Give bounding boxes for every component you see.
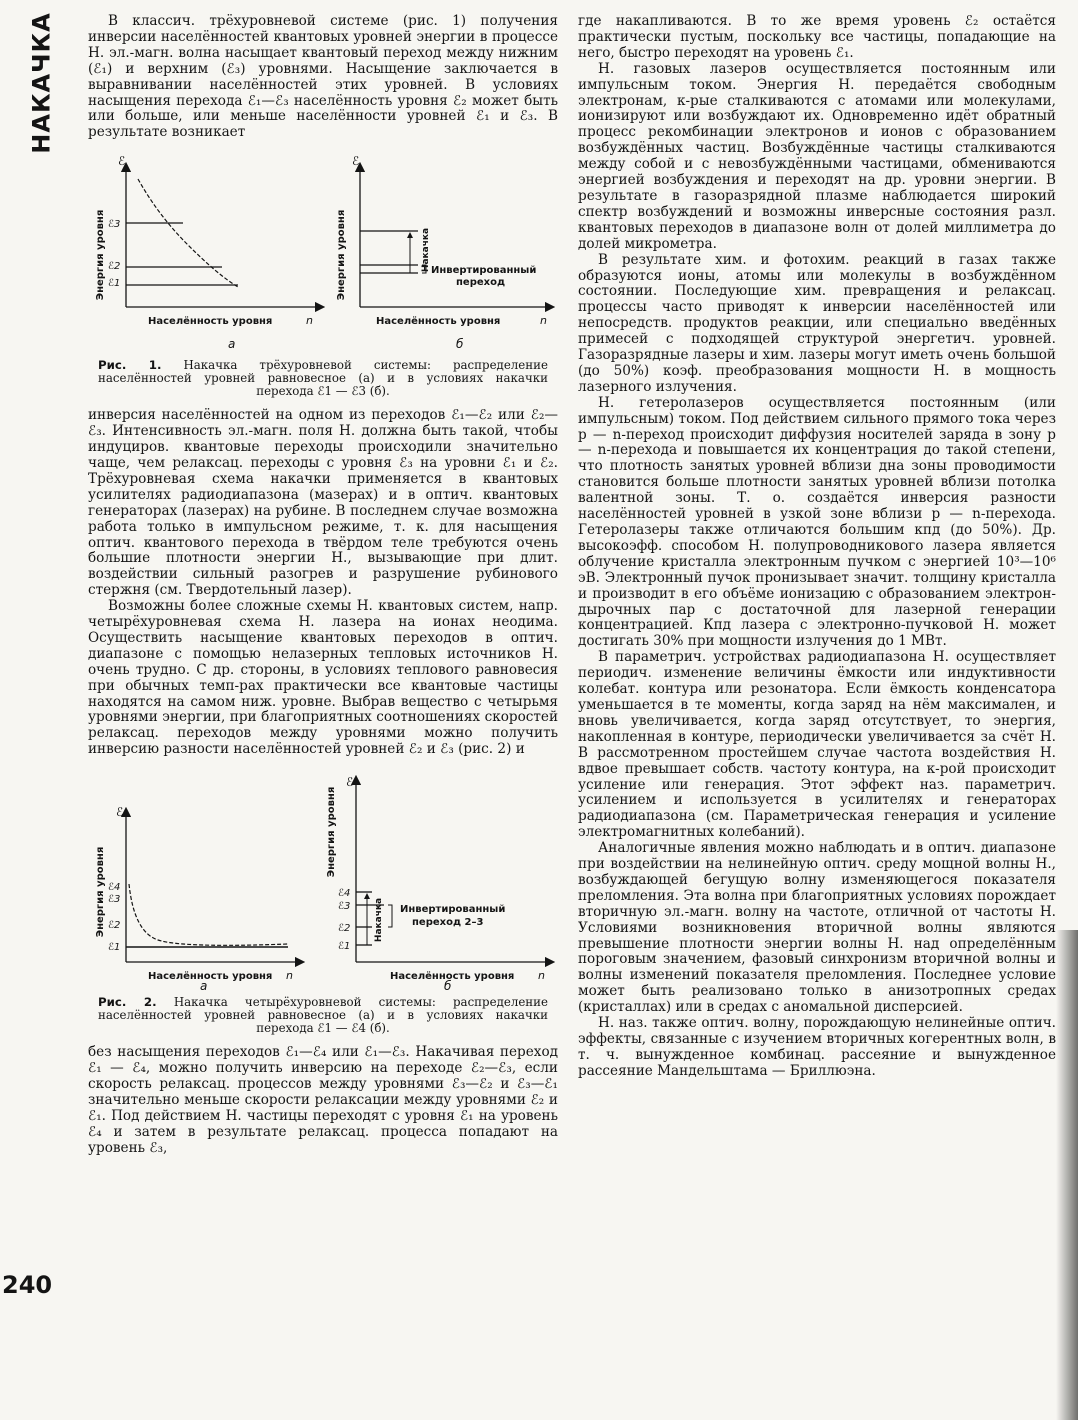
inverted-bracket [388, 905, 392, 927]
x-axis-label: Населённость уровня [148, 316, 273, 328]
level-label-4: ℰ4 [338, 888, 351, 900]
level-label-4: ℰ4 [108, 882, 121, 894]
paragraph: В классич. трёхуровневой системе (рис. 1) получения инверсии населённостей квантовых уровней энергии в процессе Н. эл.-магн. волна насыщает квантовый переход между нижним (ℰ₁) и верхним (ℰ₃) уровнями. Насыщение заключается в выравнивании населённостей этих уровней. В условиях насыщения перехода ℰ₁—ℰ₃ населённость уровня ℰ₂ может быть или больше, или меньше населённости уровней ℰ₁ и ℰ₃. В результате возникает [88, 13, 558, 141]
panel-label-b: б [444, 979, 452, 993]
axis-e-label: ℰ [346, 775, 354, 790]
level-label-1: ℰ1 [108, 942, 121, 954]
panel-label-a: а [200, 979, 208, 993]
y-axis-label: Энергия уровня [336, 209, 347, 301]
right-column [578, 14, 1056, 1080]
level-label-2: ℰ2 [108, 920, 121, 932]
figure-2-panel-a [95, 805, 300, 992]
page-number: 240 [2, 1271, 53, 1299]
figure-1-diagram [88, 155, 558, 355]
axis-e-label: ℰ [118, 155, 126, 169]
x-axis-label: Населённость уровня [376, 316, 501, 328]
y-axis-label: Энергия уровня [326, 786, 337, 878]
figure-2-panel-b [326, 775, 550, 992]
level-label-1: ℰ1 [108, 278, 121, 290]
x-axis-label: Населённость уровня [390, 971, 515, 983]
level-label-3: ℰ3 [108, 219, 121, 231]
axis-e-label: ℰ [116, 805, 124, 820]
level-label-2: ℰ2 [108, 261, 121, 273]
y-axis-label: Энергия уровня [95, 846, 106, 938]
level-label-3: ℰ3 [108, 894, 121, 906]
running-head-text: НАКАЧКА [28, 12, 56, 154]
x-axis-label: Населённость уровня [148, 971, 273, 983]
inverted-label-line1: Инвертированный [431, 265, 537, 277]
level-label-1: ℰ1 [338, 941, 351, 953]
caption-lead: Рис. 1. [98, 358, 162, 373]
axis-n-label: n [538, 969, 545, 983]
inverted-label-line2: переход [456, 277, 506, 289]
caption-text: Накачка четырёхуровневой системы: распределение населённостей уровней равновесное (а) и в условиях накачки перехода ℰ1 — ℰ4 (б). [98, 995, 549, 1036]
caption-text: Накачка трёхуровневой системы: распределение населённостей уровней равновесное (а) и в условиях накачки перехода ℰ1 — ℰ3 (б). [98, 358, 548, 399]
pump-label: Накачка [421, 228, 431, 273]
paragraph: инверсия населённостей на одном из переходов ℰ₁—ℰ₂ или ℰ₂—ℰ₃. Интенсивность эл.-магн. поля Н. должна быть такой, чтобы индуциров. квантовые переходы происходили значительно чаще, чем релаксац. переходы с уровня ℰ₃ на уровни ℰ₁ и ℰ₂. Трёхуровневая схема накачки применяется в квантовых усилителях радиодиапазона (мазерах) и в оптич. квантовых генераторах (лазерах) на рубине. В последнем случае возможна работа только в импульсном режиме, т. к. для насыщения оптич. квантового перехода в твёрдом теле требуются очень большие плотности энергии Н., вызывающие при длит. воздействии сильный разогрев и разрушение рубинового стержня (см. Твердотельный лазер). [88, 407, 558, 599]
paragraph: где накапливаются. В то же время уровень ℰ₂ остаётся практически пустым, поскольку все частицы, попадающие на него, быстро переходят на уровень ℰ₁. [578, 13, 1056, 61]
level-label-2: ℰ2 [338, 923, 351, 935]
figure-2-caption [98, 996, 548, 1035]
paragraph: Н. газовых лазеров осуществляется постоянным или импульсным током. Энергия Н. передаётся свободным электронам, к-рые сталкиваются с атомами или молекулами, ионизируют или возбуждают их. Одновременно идёт обратный процесс рекомбинации электронов и ионов с образованием возбуждённых частиц. Возбуждённые частицы сталкиваются между собой и с невозбуждёнными частицами, обмениваются энергией возбуждения и переходят на др. уровни энергии. В результате в газоразрядной плазме наблюдается широкий спектр возбуждений и возможны инверсные состояния разл. квантовых переходов в диапазоне волн от долей миллиметра до долей микрометра. [578, 60, 1056, 252]
axis-n-label: n [286, 969, 293, 983]
y-axis-label: Энергия уровня [95, 209, 106, 301]
figure-1-panel-a [95, 155, 320, 351]
figure-1 [88, 155, 558, 398]
running-head [22, 12, 62, 154]
paragraph: В результате хим. и фотохим. реакций в газах также образуются ионы, атомы или молекулы в возбуждённом состоянии. Последующие хим. превращения и релаксац. процессы часто приводят к инверсии населённостей или непосредств. продуктов реакции, или специально введённых примесей с подходящей структурой энергетич. уровней. Газоразрядные лазеры и хим. лазеры могут иметь очень большой (до 50%) коэф. преобразования мощности Н. в мощность лазерного излучения. [578, 251, 1056, 395]
figure-2 [88, 772, 558, 1035]
panel-label-a: а [228, 337, 236, 352]
inverted-label-line2: переход 2–3 [412, 917, 484, 929]
figure-1-panel-b [336, 155, 550, 351]
axis-n-label: n [306, 314, 313, 328]
paragraph: Возможны более сложные схемы Н. квантовых систем, напр. четырёхуровневая схема Н. лазера на ионах неодима. Осуществить насыщение квантовых переходов в оптич. диапазоне с помощью нелазерных тепловых источников Н. очень трудно. С др. стороны, в условиях теплового равновесия при обычных темп-рах практически все квантовые частицы находятся на самом ниж. уровне. Выбрав вещество с четырьмя уровнями энергии, при благоприятных соотношениях скоростей релаксац. переходов между уровнями можно получить инверсию разности населённостей уровней ℰ₂ и ℰ₃ (рис. 2) и [88, 598, 558, 758]
paragraph: В параметрич. устройствах радиодиапазона Н. осуществляет периодич. изменение величины ёмкости или индуктивности колебат. контура или резонатора. Если ёмкость конденсатора уменьшается в те моменты, когда заряд на нём максимален, и вновь увеличивается, когда заряд отсутствует, то энергия, накопленная в контуре, периодически увеличивается за счёт Н. В рассмотренном простейшем случае частота воздействия Н. вдвое превышает собств. частоту контура, на к-рой происходит усиление или генерация. Этот эффект наз. параметрич. усилением и используется в усилителях и генераторах радиодиапазона (см. Параметрическая генерация и усиление электромагнитных колебаний). [578, 649, 1056, 841]
pump-label: Накачка [374, 898, 384, 943]
paragraph: Н. наз. также оптич. волну, порождающую нелинейные оптич. эффекты, связанные с изучением вторичных когерентных волн, в т. ч. вынужденное комбинац. рассеяние и вынужденное рассеяние Мандельштама — Бриллюэна. [578, 1015, 1056, 1079]
caption-lead: Рис. 2. [98, 995, 157, 1010]
figure-2-diagram [88, 772, 558, 992]
panel-label-b: б [456, 337, 464, 352]
paragraph: Аналогичные явления можно наблюдать и в оптич. диапазоне при воздействии на нелинейную оптич. среду мощной волны Н., возбуждающей бегущую волну изменяющегося показателя преломления. Эта волна при благоприятных условиях порождает вторичную эл.-магн. волну на частоте, отличной от частоты Н. Условиями возникновения вторичной волны являются превышение плотности энергии волны Н. над определённым пороговым значением, фазовый синхронизм вторичной волны и волны изменений показателя преломления. Последнее условие может быть реализовано только в анизотропных средах (кристаллах) или в средах с аномальной дисперсией. [578, 840, 1056, 1016]
level-label-3: ℰ3 [338, 901, 351, 913]
scan-edge-shadow [1056, 930, 1078, 1420]
axis-n-label: n [540, 314, 547, 328]
figure-1-caption [98, 359, 548, 398]
inverted-label-line1: Инвертированный [400, 904, 506, 916]
paragraph: без насыщения переходов ℰ₁—ℰ₄ или ℰ₁—ℰ₃. Накачивая переход ℰ₁ — ℰ₄, можно получить инверсию на переходе ℰ₂—ℰ₃, если скорость релаксац. процессов между уровнями ℰ₃—ℰ₂ и ℰ₃—ℰ₁ значительно меньше скорости релаксации между уровнями ℰ₂ и ℰ₁. Под действием Н. частицы переходят с уровня ℰ₁ на уровень ℰ₄ и затем в результате релаксац. процесса попадают на уровень ℰ₃, [88, 1044, 558, 1156]
paragraph: Н. гетеролазеров осуществляется постоянным (или импульсным) током. Под действием сильного прямого тока через p — n-переход происходит диффузия носителей заряда в зону p — n-перехода и повышается их концентрация до такой степени, что плотность занятых уровней вблизи дна зоны проводимости становится больше плотности занятых уровней вблизи потолка валентной зоны. Т. о. создаётся инверсия разности населённостей уровней в узкой зоне вблизи p — n-перехода. Гетеролазеры также отличаются большим кпд (до 50%). Др. высокоэфф. способом Н. полупроводникового лазера является облучение кристалла электронным пучком с энергией 10³—10⁶ эВ. Электронный пучок пронизывает значит. толщину кристалла и производит в его объёме ионизацию с образованием электрон-дырочных пар с достаточной для лазерной генерации концентрацией. Кпд лазера с электронно-пучковой Н. может достигать 30% при мощности излучения до 1 МВт. [578, 394, 1056, 650]
axis-e-label: ℰ [352, 155, 360, 169]
left-column [88, 14, 558, 1157]
boltzmann-curve [138, 179, 238, 287]
boltzmann-curve [129, 884, 288, 945]
